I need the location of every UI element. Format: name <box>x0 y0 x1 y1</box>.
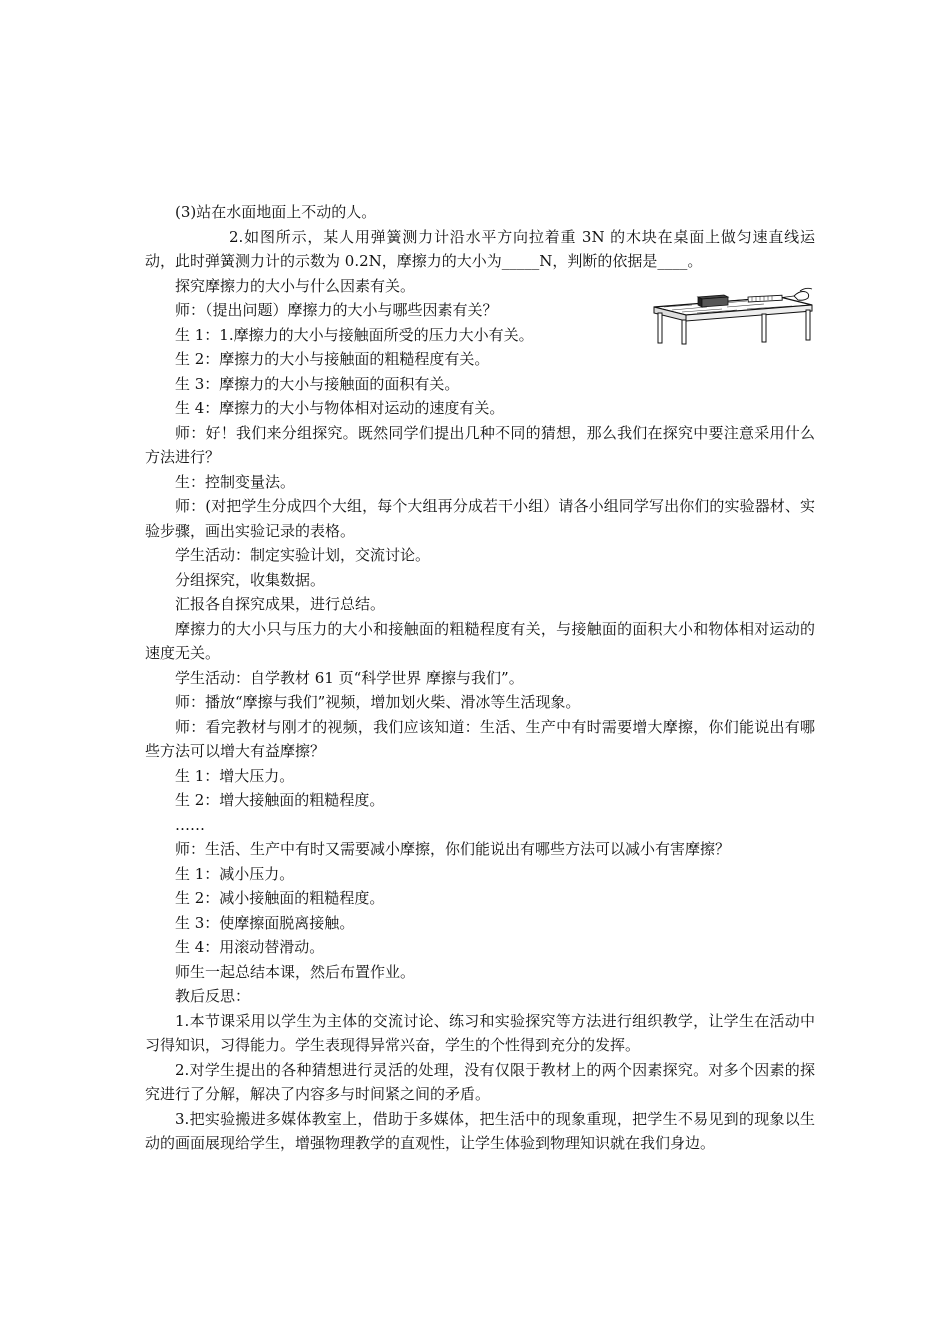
paragraph-9: 生：控制变量法。 <box>175 472 296 491</box>
paragraph-0: (3)站在水面地面上不动的人。 <box>175 203 377 221</box>
paragraph-22: 生 1：减小压力。 <box>175 864 295 883</box>
paragraph-26: 师生一起总结本课，然后布置作业。 <box>175 962 416 981</box>
paragraph-10: 师：(对把学生分成四个大组，每个大组再分成若干小组）请各小组同学写出你们的实验器材、实验步骤，画出实验记录的表格。 <box>145 497 815 540</box>
spring-scale-block-illustration <box>652 285 814 345</box>
paragraph-18: 生 1：增大压力。 <box>175 766 295 785</box>
paragraph-28: 1.本节课采用以学生为主体的交流讨论、练习和实验探究等方法进行组织教学，让学生在活动中习得知识，习得能力。学生表现得异常兴奋，学生的个性得到充分的发挥。 <box>145 1011 815 1054</box>
paragraph-13: 汇报各自探究成果，进行总结。 <box>175 595 386 613</box>
paragraph-3: 师：（提出问题）摩擦力的大小与哪些因素有关？ <box>175 301 498 319</box>
paragraph-29: 2.对学生提出的各种猜想进行灵活的处理，没有仅限于教材上的两个因素探究。对多个因素的探究进行了分解，解决了内容多与时间紧之间的矛盾。 <box>145 1060 815 1103</box>
paragraph-30: 3.把实验搬进多媒体教室上，借助于多媒体，把生活中的现象重现，把学生不易见到的现象以生动的画面展现给学生，增强物理教学的直观性，让学生体验到物理知识就在我们身边。 <box>145 1109 815 1152</box>
paragraph-25: 生 4：用滚动替滑动。 <box>175 938 325 956</box>
paragraph-2: 探究摩擦力的大小与什么因素有关。 <box>175 276 416 295</box>
paragraph-27: 教后反思： <box>175 987 251 1005</box>
paragraph-21: 师：生活、生产中有时又需要减小摩擦，你们能说出有哪些方法可以减小有害摩擦？ <box>175 840 731 858</box>
paragraph-16: 师：播放“摩擦与我们”视频，增加划火柴、滑冰等生活现象。 <box>175 693 581 711</box>
paragraph-19: 生 2：增大接触面的粗糙程度。 <box>175 791 385 809</box>
paragraph-question-2: 2.如图所示，某人用弹簧测力计沿水平方向拉着重 3N 的木块在桌面上做匀速直线运动，此时弹簧测力计的示数为 0.2N，摩擦力的大小为_____N，判断的依据是____。 <box>145 227 815 270</box>
paragraph-11: 学生活动：制定实验计划，交流讨论。 <box>175 546 431 564</box>
paragraph-4: 生 1：1.摩擦力的大小与接触面所受的压力大小有关。 <box>175 325 534 344</box>
paragraph-5: 生 2：摩擦力的大小与接触面的粗糙程度有关。 <box>175 350 490 368</box>
paragraph-8: 师：好！我们来分组探究。既然同学们提出几种不同的猜想，那么我们在探究中要注意采用什么方法进行？ <box>145 423 815 466</box>
paragraph-7: 生 4：摩擦力的大小与物体相对运动的速度有关。 <box>175 399 505 417</box>
paragraph-12: 分组探究，收集数据。 <box>175 570 326 589</box>
paragraph-15: 学生活动：自学教材 61 页“科学世界 摩擦与我们”。 <box>175 668 524 687</box>
paragraph-24: 生 3：使摩擦面脱离接触。 <box>175 913 355 932</box>
paragraph-23: 生 2：减小接触面的粗糙程度。 <box>175 889 385 907</box>
paragraph-14: 摩擦力的大小只与压力的大小和接触面的粗糙程度有关，与接触面的面积大小和物体相对运动的速度无关。 <box>145 619 815 662</box>
paragraph-20: …… <box>175 815 205 834</box>
paragraph-6: 生 3：摩擦力的大小与接触面的面积有关。 <box>175 374 460 393</box>
paragraph-17: 师：看完教材与刚才的视频，我们应该知道：生活、生产中有时需要增大摩擦，你们能说出有哪些方法可以增大有益摩擦？ <box>145 717 815 760</box>
